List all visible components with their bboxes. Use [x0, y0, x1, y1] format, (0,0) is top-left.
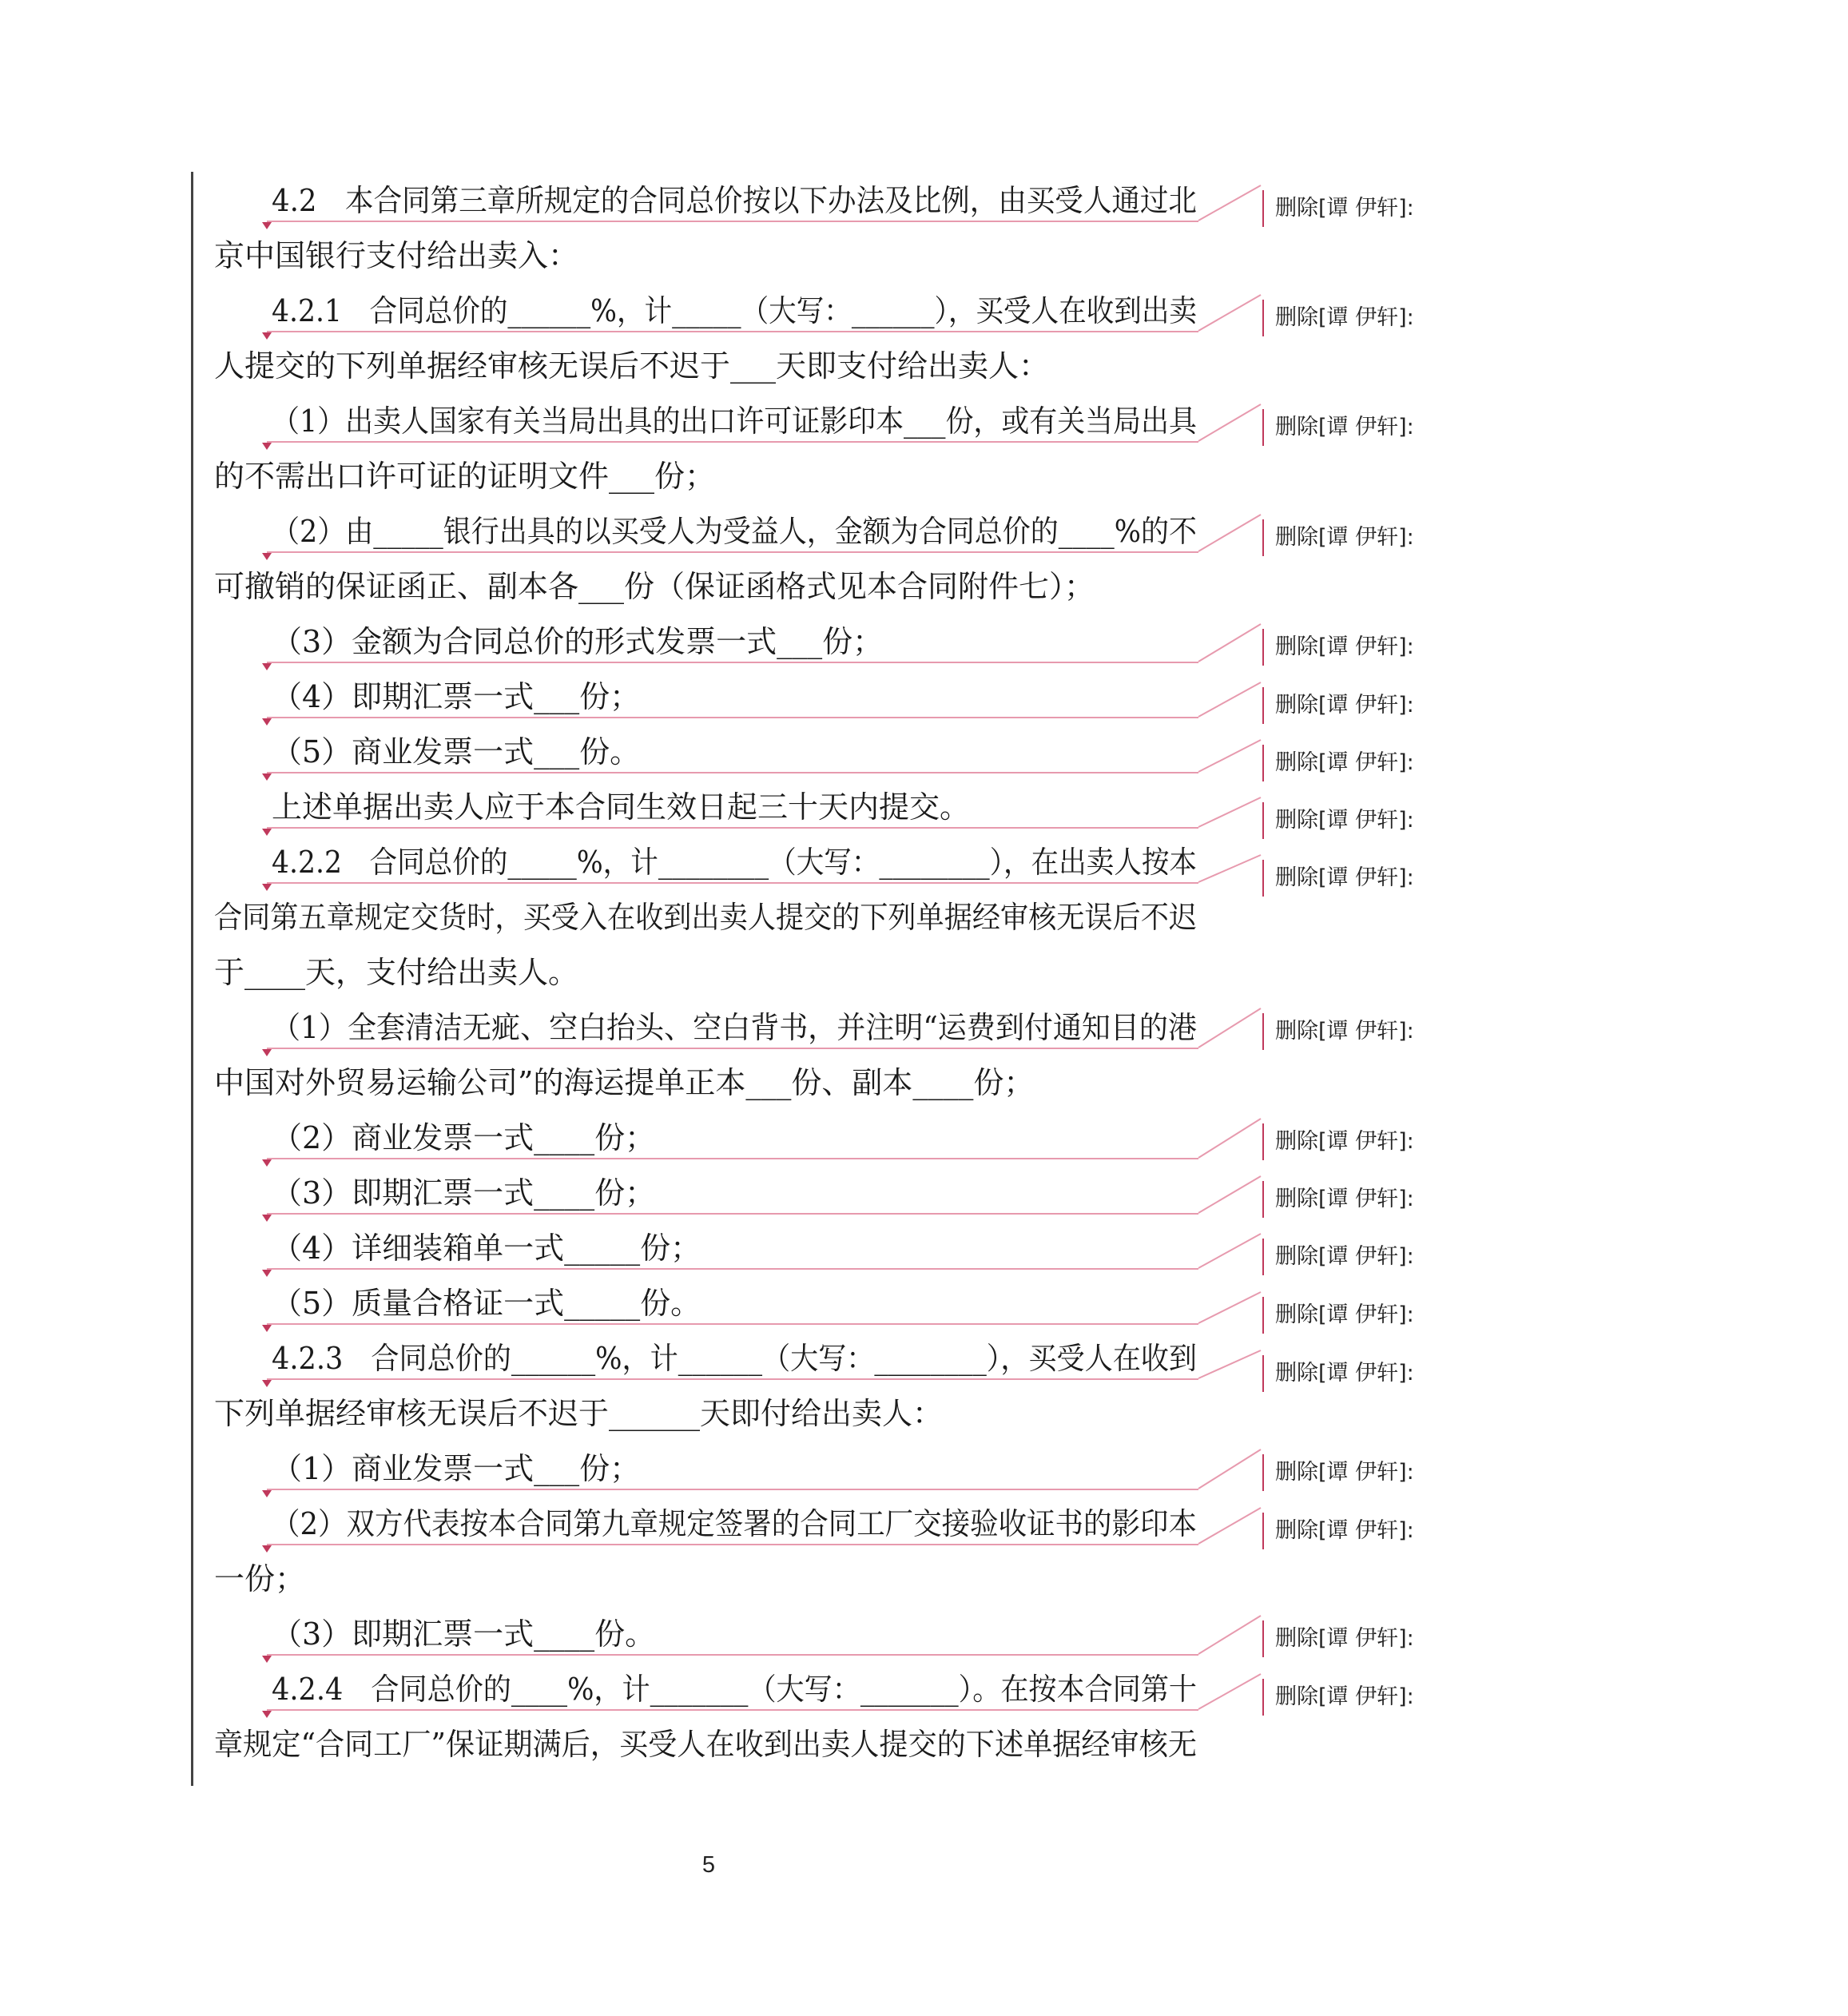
revision-marker-icon: [262, 222, 272, 229]
tracked-change-underline: [267, 772, 1198, 773]
paragraph-line: [214, 1065, 1035, 1100]
tracked-change-underline: [267, 221, 1198, 222]
revision-marker-icon: [262, 1711, 272, 1718]
tracked-change-underline: [267, 1158, 1198, 1159]
revision-marker-icon: [262, 1215, 272, 1222]
tracked-change-underline: [267, 441, 1198, 443]
paragraph-line: [272, 1286, 701, 1321]
paragraph-line: [214, 1561, 306, 1596]
deletion-comment-balloon[interactable]: 删除[谭 伊轩]:: [1262, 1355, 1414, 1392]
deletion-comment-balloon[interactable]: 删除[谭 伊轩]:: [1262, 745, 1414, 781]
revision-marker-icon: [262, 829, 272, 836]
paragraph-line: [272, 734, 641, 769]
line-text: （4）即期汇票一式___份；: [272, 679, 641, 714]
comment-connector-line: [1198, 1449, 1261, 1489]
line-text: 人提交的下列单据经审核无误后不迟于___天即支付给出卖人：: [214, 348, 1050, 384]
line-text: 于____天，支付给出卖人。: [214, 955, 579, 990]
deletion-comment-balloon[interactable]: 删除[谭 伊轩]:: [1262, 802, 1414, 839]
line-text: （3）即期汇票一式____份。: [272, 1616, 656, 1652]
deletion-comment-balloon[interactable]: 删除[谭 伊轩]:: [1262, 190, 1414, 227]
paragraph-line: [214, 1729, 1247, 1760]
paragraph-line: [272, 1453, 640, 1484]
revision-marker-icon: [262, 1545, 272, 1553]
line-text: 章规定“合同工厂”保证期满后，买受人在收到出卖人提交的下述单据经审核无: [214, 1727, 1198, 1762]
line-text: 京中国银行支付给出卖入：: [214, 238, 579, 273]
deletion-comment-balloon[interactable]: 删除[谭 伊轩]:: [1262, 860, 1414, 897]
line-text: 上述单据出卖人应于本合同生效日起三十天内提交。: [272, 789, 971, 825]
comment-connector-line: [1198, 1234, 1261, 1268]
line-text: （5）质量合格证一式_____份。: [272, 1286, 701, 1321]
deletion-comment-balloon[interactable]: 删除[谭 伊轩]:: [1262, 519, 1414, 556]
line-text: 4.2.4 合同总价的____%，计_______（大写：_______）。在按本合同第十: [272, 1672, 1198, 1707]
tracked-change-underline: [267, 1709, 1198, 1711]
line-text: （2）商业发票一式____份；: [272, 1120, 656, 1155]
line-text: （1）全套清洁无疵、空白抬头、空白背书，并注明“运费到付通知目的港: [272, 1010, 1197, 1045]
revision-marker-icon: [262, 553, 272, 560]
tracked-change-underline: [267, 1489, 1198, 1490]
paragraph-line: [214, 1398, 943, 1429]
revision-marker-icon: [262, 1490, 272, 1497]
line-text: （2）双方代表按本合同第九章规定签署的合同工厂交接验收证书的影印本: [272, 1506, 1197, 1541]
line-text: （4）详细装箱单一式_____份；: [272, 1231, 701, 1266]
paragraph-line: [214, 459, 716, 494]
paragraph-line: [272, 1120, 656, 1155]
line-text: （2）由_____银行出具的以买受人为受益人，金额为合同总价的____%的不: [272, 514, 1197, 549]
deletion-comment-balloon[interactable]: 删除[谭 伊轩]:: [1262, 1454, 1414, 1491]
tracked-change-underline: [267, 827, 1198, 829]
tracked-change-underline: [267, 1213, 1198, 1215]
tracked-change-underline: [267, 551, 1198, 553]
comment-connector-line: [1198, 797, 1261, 827]
deletion-comment-balloon[interactable]: 删除[谭 伊轩]:: [1262, 1513, 1414, 1549]
tracked-change-underline: [267, 1378, 1198, 1380]
paragraph-line: [272, 1616, 656, 1652]
paragraph-line: [272, 845, 1289, 880]
deletion-comment-balloon[interactable]: 删除[谭 伊轩]:: [1262, 687, 1414, 724]
tracked-change-underline: [267, 1654, 1198, 1656]
paragraph-line: [214, 571, 1095, 602]
paragraph-line: [272, 1012, 1248, 1043]
paragraph-line: [272, 1343, 1274, 1374]
comment-connector-line: [1198, 1292, 1261, 1323]
revision-marker-icon: [262, 1270, 272, 1277]
line-text: （1）出卖人国家有关当局出具的出口许可证影印本___份，或有关当局出具: [272, 404, 1197, 439]
comment-connector-line: [1198, 682, 1261, 717]
paragraph-line: [272, 185, 1261, 216]
line-text: 4.2.1 合同总价的______%，计_____（大写：______），买受人在收到出卖: [272, 293, 1198, 328]
comment-connector-line: [1198, 1176, 1261, 1213]
paragraph-line: [272, 1231, 701, 1266]
line-text: 一份；: [214, 1561, 306, 1596]
revision-marker-icon: [262, 332, 272, 340]
revision-marker-icon: [262, 1325, 272, 1332]
deletion-comment-balloon[interactable]: 删除[谭 伊轩]:: [1262, 1181, 1414, 1218]
paragraph-line: [272, 293, 1289, 328]
line-text: 4.2 本合同第三章所规定的合同总价按以下办法及比例，由买受人通过北: [272, 183, 1197, 218]
paragraph-line: [214, 238, 579, 273]
tracked-change-underline: [267, 1048, 1198, 1049]
line-text: （1）商业发票一式___份；: [272, 1451, 641, 1486]
tracked-change-underline: [267, 1544, 1198, 1545]
comment-connector-line: [1198, 624, 1261, 662]
deletion-comment-balloon[interactable]: 删除[谭 伊轩]:: [1262, 409, 1414, 446]
deletion-comment-balloon[interactable]: 删除[谭 伊轩]:: [1262, 1239, 1414, 1275]
paragraph-line: [214, 957, 578, 988]
paragraph-line: [272, 1506, 1262, 1541]
revision-marker-icon: [262, 1656, 272, 1663]
tracked-change-underline: [267, 331, 1198, 332]
revision-marker-icon: [262, 1159, 272, 1167]
tracked-change-underline: [267, 1323, 1198, 1325]
paragraph-line: [272, 679, 641, 714]
tracked-change-underline: [267, 717, 1198, 718]
deletion-comment-balloon[interactable]: 删除[谭 伊轩]:: [1262, 1679, 1414, 1716]
revision-marker-icon: [262, 773, 272, 781]
deletion-comment-balloon[interactable]: 删除[谭 伊轩]:: [1262, 1013, 1414, 1050]
deletion-comment-balloon[interactable]: 删除[谭 伊轩]:: [1262, 300, 1414, 336]
page-number: 5: [701, 1852, 716, 1878]
paragraph-line: [272, 404, 1278, 439]
line-text: 中国对外贸易运输公司”的海运提单正本___份、副本____份；: [214, 1065, 1035, 1100]
paragraph-line: [272, 1175, 656, 1211]
line-text: 下列单据经审核无误后不迟于______天即付给出卖人：: [214, 1396, 944, 1431]
paragraph-line: [272, 516, 1276, 547]
comment-connector-line: [1198, 1119, 1261, 1158]
deletion-comment-balloon[interactable]: 删除[谭 伊轩]:: [1262, 1297, 1414, 1334]
line-text: 合同第五章规定交货时，买受入在收到出卖人提交的下列单据经审核无误后不迟: [214, 900, 1197, 935]
comment-connector-line: [1198, 740, 1261, 772]
comment-connector-line: [1198, 1616, 1261, 1654]
line-text: （3）金额为合同总价的形式发票一式___份；: [272, 624, 884, 659]
line-text: 的不需出口许可证的证明文件___份；: [214, 459, 716, 494]
revision-marker-icon: [262, 443, 272, 450]
line-text: （5）商业发票一式___份。: [272, 734, 641, 769]
paragraph-line: [214, 900, 1277, 935]
paragraph-line: [272, 789, 971, 825]
line-text: 可撤销的保证函正、副本各___份（保证函格式见本合同附件七）；: [214, 569, 1095, 604]
paragraph-line: [272, 626, 883, 657]
line-text: 4.2.2 合同总价的_____%，计________（大写：________），在出卖人按本: [272, 845, 1198, 880]
revision-marker-icon: [262, 884, 272, 891]
line-text: （3）即期汇票一式____份；: [272, 1175, 656, 1211]
deletion-comment-balloon[interactable]: 删除[谭 伊轩]:: [1262, 1620, 1414, 1657]
tracked-change-underline: [267, 882, 1198, 884]
paragraph-line: [214, 348, 1050, 384]
deletion-comment-balloon[interactable]: 删除[谭 伊轩]:: [1262, 629, 1414, 666]
tracked-change-underline: [267, 1268, 1198, 1270]
revision-marker-icon: [262, 663, 272, 670]
revision-marker-icon: [262, 718, 272, 726]
line-text: 4.2.3 合同总价的______%，计______（大写：________），买受人在收到: [272, 1341, 1198, 1376]
revision-marker-icon: [262, 1049, 272, 1056]
revision-marker-icon: [262, 1380, 272, 1387]
paragraph-line: [272, 1672, 1274, 1707]
tracked-change-underline: [267, 662, 1198, 663]
deletion-comment-balloon[interactable]: 删除[谭 伊轩]:: [1262, 1123, 1414, 1160]
